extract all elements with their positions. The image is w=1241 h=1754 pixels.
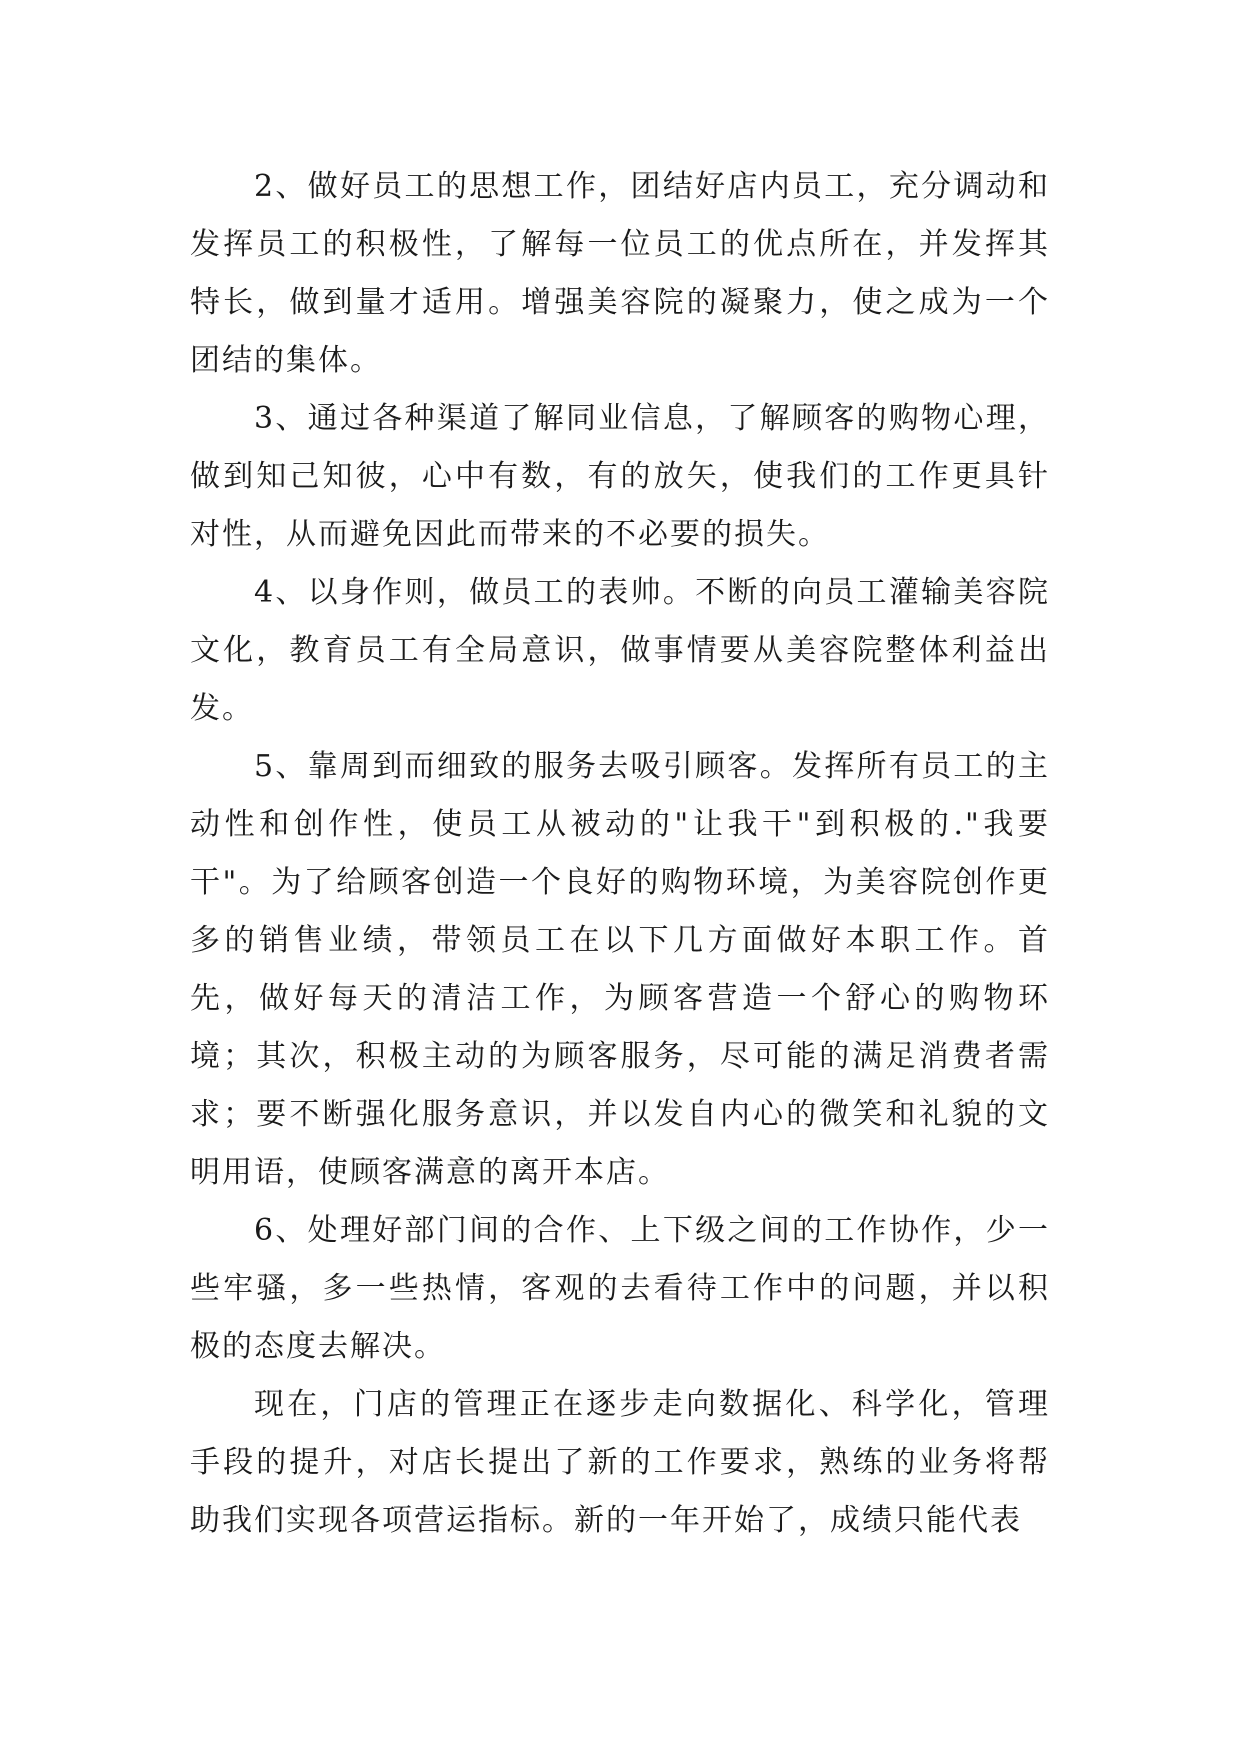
- document-body: [190, 158, 1050, 1550]
- paragraph-item-5: 5、靠周到而细致的服务去吸引顾客。发挥所有员工的主动性和创作性，使员工从被动的"让我干"到积极的."我要干"。为了给顾客创造一个良好的购物环境，为美容院创作更多的销售业绩，带领员工在以下几方面做好本职工作。首先，做好每天的清洁工作，为顾客营造一个舒心的购物环境；其次，积极主动的为顾客服务，尽可能的满足消费者需求；要不断强化服务意识，并以发自内心的微笑和礼貌的文明用语，使顾客满意的离开本店。: [190, 749, 1050, 1190]
- paragraph-closing: 现在，门店的管理正在逐步走向数据化、科学化，管理手段的提升，对店长提出了新的工作要求，熟练的业务将帮助我们实现各项营运指标。新的一年开始了，成绩只能代表: [190, 1387, 1050, 1538]
- paragraph-item-6: 6、处理好部门间的合作、上下级之间的工作协作，少一些牢骚，多一些热情，客观的去看待工作中的问题，并以积极的态度去解决。: [190, 1213, 1050, 1364]
- paragraph-item-2: 2、做好员工的思想工作，团结好店内员工，充分调动和发挥员工的积极性，了解每一位员工的优点所在，并发挥其特长，做到量才适用。增强美容院的凝聚力，使之成为一个团结的集体。: [190, 169, 1050, 378]
- paragraph-item-4: 4、以身作则，做员工的表帅。不断的向员工灌输美容院文化，教育员工有全局意识，做事情要从美容院整体利益出发。: [190, 575, 1050, 726]
- paragraph-item-3: 3、通过各种渠道了解同业信息，了解顾客的购物心理，做到知己知彼，心中有数，有的放矢，使我们的工作更具针对性，从而避免因此而带来的不必要的损失。: [190, 401, 1050, 552]
